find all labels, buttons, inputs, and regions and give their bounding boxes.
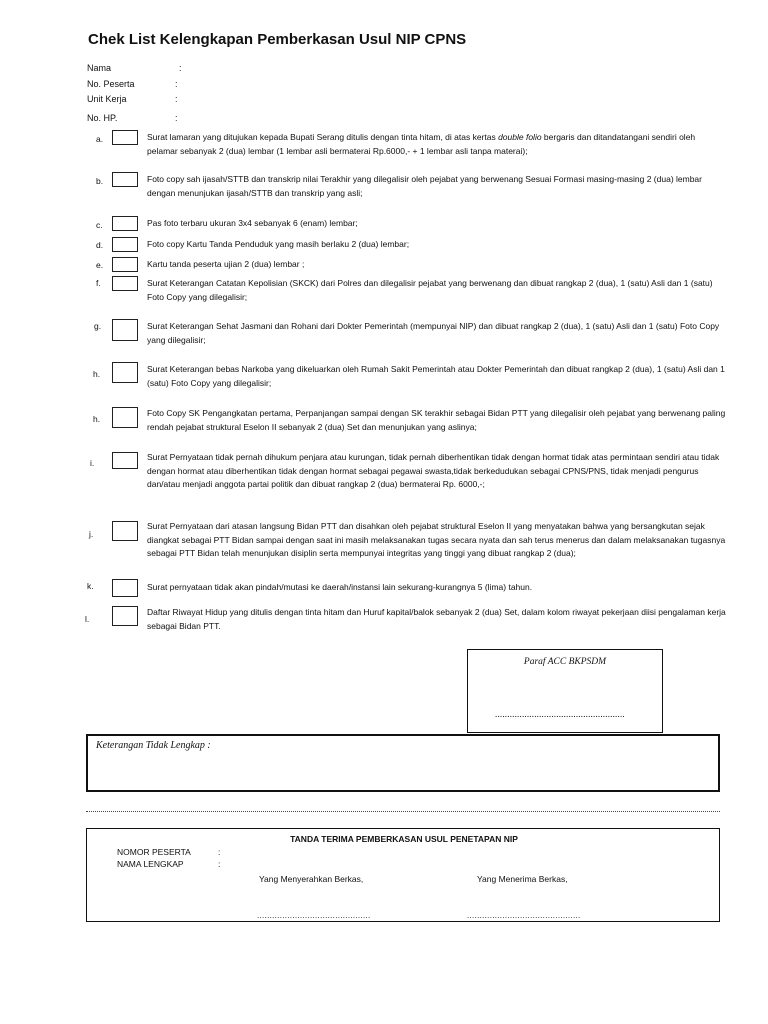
item-text: Surat Keterangan Catatan Kepolisian (SKCK) dari Polres dan dilegalisir pejabat yang berwenang dan dibuat rangkap 2 (dua), 1 (satu) Asli dan 1 (satu) Foto Copy yang dilegalisir; [147,278,713,302]
item-letter: j. [89,529,94,539]
item-checkbox[interactable] [112,237,138,252]
item-letter: f. [96,278,101,288]
field-no-hp-label: No. HP. [87,113,118,123]
receipt-giver-signature-line: ............................................. [257,911,371,920]
receipt-nama-label: NAMA LENGKAP [117,859,184,869]
item-text: Daftar Riwayat Hidup yang ditulis dengan tinta hitam dan Huruf kapital/balok sebanyak 2 (dua) Set, dalam kolom riwayat pekerjaan diisi pengalaman kerja sebagai Bidan PTT. [147,607,726,631]
item-checkbox[interactable] [112,172,138,187]
field-unit-kerja-label: Unit Kerja [87,94,127,104]
field-peserta-label: No. Peserta [87,79,135,89]
item-checkbox[interactable] [112,606,138,626]
item-checkbox[interactable] [112,579,138,597]
receipt-nomor-label: NOMOR PESERTA [117,847,191,857]
item-letter: h. [93,414,101,424]
item-letter: i. [90,458,95,468]
item-text: Surat lamaran yang ditujukan kepada Bupati Serang ditulis dengan tinta hitam, di atas kertas double folio bergaris dan ditandatangani sendiri oleh pelamar sebanyak 2 (dua) lembar (1 lembar asli bermaterai Rp.6000,- + 1 lembar asli tanpa materai); [147,132,696,156]
page-title: Chek List Kelengkapan Pemberkasan Usul NIP CPNS [88,31,467,48]
receipt-receiver-signature-line: ............................................. [467,911,581,920]
item-text: Foto copy Kartu Tanda Penduduk yang masih berlaku 2 (dua) lembar; [147,239,410,249]
item-letter: b. [96,176,104,186]
paraf-acc-box [467,649,663,733]
item-letter: d. [96,240,104,250]
item-checkbox[interactable] [112,521,138,541]
field-no-hp-colon: : [175,113,178,123]
receipt-nomor-colon: : [218,847,221,857]
item-text: Foto Copy SK Pengangkatan pertama, Perpanjangan sampai dengan SK terakhir sebagai Bidan PTT yang dilegalisir oleh pejabat yang berwenang paling rendah pejabat struktural Eselon II sebanyak 2 (dua) Set dan menunjukan yang aslinya; [147,408,726,432]
item-checkbox[interactable] [112,362,138,383]
keterangan-box[interactable] [86,734,720,792]
item-checkbox[interactable] [112,216,138,231]
item-letter: c. [96,220,103,230]
field-peserta-colon: : [175,79,178,89]
item-text: Kartu tanda peserta ujian 2 (dua) lembar ; [147,259,305,269]
item-letter: l. [85,614,90,624]
item-checkbox[interactable] [112,130,138,145]
item-text: Pas foto terbaru ukuran 3x4 sebanyak 6 (enam) lembar; [147,218,358,228]
item-text: Surat Keterangan Sehat Jasmani dan Rohani dari Dokter Pemerintah (mempunyai NIP) dan dibuat rangkap 2 (dua), 1 (satu) Asli dan 1 (satu) Foto Copy yang dilegalisir; [147,321,720,345]
item-letter: g. [94,321,102,331]
paraf-signature-line: ..................................................... [495,709,625,719]
item-checkbox[interactable] [112,319,138,341]
keterangan-label: Keterangan Tidak Lengkap : [96,740,211,751]
receipt-giver-label: Yang Menyerahkan Berkas, [259,874,364,884]
cut-line-divider [86,811,720,812]
receipt-receiver-label: Yang Menerima Berkas, [477,874,568,884]
item-text: Surat Pernyataan tidak pernah dihukum penjara atau kurungan, tidak pernah diberhentikan tidak dengan hormat tidak atas permintaan sendiri atau tidak dengan hormat atau diberhentikan tidak dengan hormat sebagai pegawai swasta,tidak berkedudukan sebagai CPNS/PNS, tidak menjadi pengurus dan/atau menjadi anggota partai politik dan dibuat rangkap 2 (dua) bermaterai Rp. 6000,-; [147,452,720,490]
receipt-title: TANDA TERIMA PEMBERKASAN USUL PENETAPAN NIP [290,834,518,844]
paraf-title: Paraf ACC BKPSDM [523,657,607,667]
field-nama-label: Nama [87,63,112,73]
receipt-box [86,828,720,922]
item-checkbox[interactable] [112,276,138,291]
item-letter: h. [93,369,101,379]
item-checkbox[interactable] [112,257,138,272]
item-checkbox[interactable] [112,452,138,469]
item-text: Surat pernyataan tidak akan pindah/mutasi ke daerah/instansi lain sekurang-kurangnya 5 (lima) tahun. [147,582,533,592]
item-text: Surat Pernyataan dari atasan langsung Bidan PTT dan disahkan oleh pejabat struktural Eselon II yang menyatakan bahwa yang bersangkutan sejak diangkat sebagai PTT Bidan sampai dengan saat ini masih melaksanakan tugas secara nyata dan sah terus menerus dan dalam melaksanakan tugasnya sebagai PTT Bidan telah menunjukan disiplin serta mempunyai integritas yang tinggi yang dibuat rangkap 2 (dua); [147,521,726,559]
receipt-nama-colon: : [218,859,221,869]
field-unit-kerja-colon: : [175,94,178,104]
item-checkbox[interactable] [112,407,138,428]
item-letter: a. [96,134,104,144]
field-nama-colon: : [179,63,182,73]
item-text: Surat Keterangan bebas Narkoba yang dikeluarkan oleh Rumah Sakit Pemerintah atau Dokter Pemerintah dan dibuat rangkap 2 (dua), 1 (satu) Asli dan 1 (satu) Foto Copy yang dilegalisir; [147,364,725,388]
item-letter: e. [96,260,104,270]
item-letter: k. [87,581,94,591]
item-text: Foto copy sah ijasah/STTB dan transkrip nilai Terakhir yang dilegalisir oleh pejabat yang berwenang Sesuai Formasi masing-masing 2 (dua) lembar dengan menunjukan ijasah/STTB dan transkrip yang asli; [147,174,702,198]
